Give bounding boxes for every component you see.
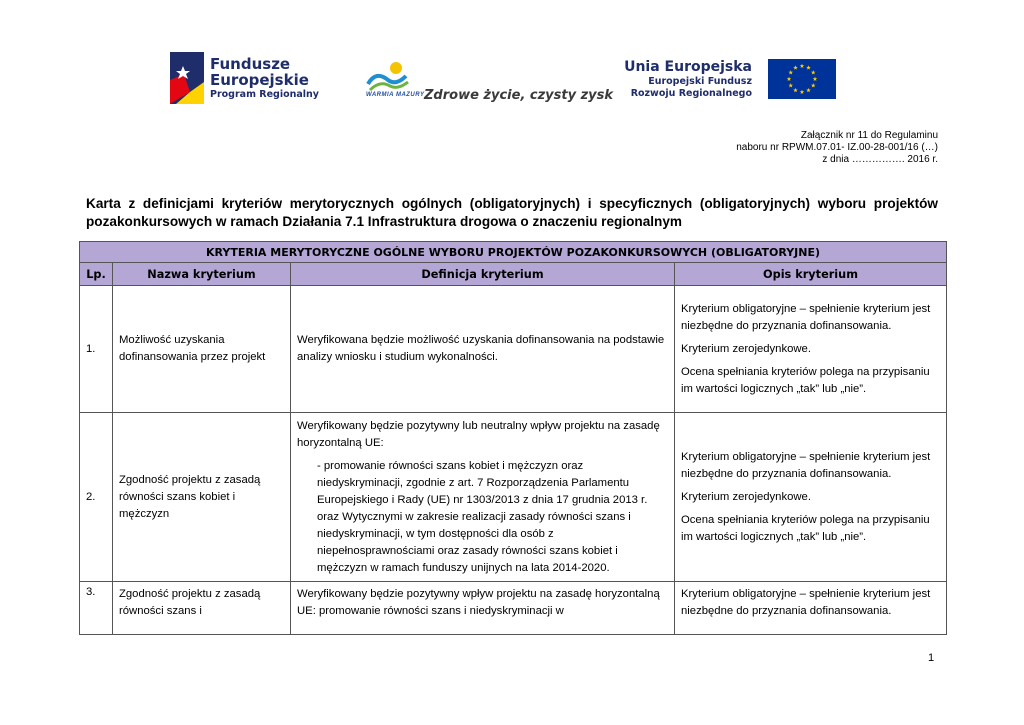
row-definition (291, 286, 675, 413)
definition-paragraph: Weryfikowany będzie pozytywny lub neutralny wpływ projektu na zasadę horyzontalną UE: (297, 419, 660, 449)
row-name: Możliwość uzyskania dofinansowania przez projekt (113, 286, 291, 413)
header-description: Opis kryterium (675, 263, 947, 286)
description-paragraph: Kryterium obligatoryjne – spełnienie kryterium jest niezbędne do przyznania dofinansowania. (681, 588, 931, 617)
table-band-title: KRYTERIA MERYTORYCZNE OGÓLNE WYBORU PROJEKTÓW POZAKONKURSOWYCH (OBLIGATORYJNE) (80, 242, 947, 263)
annex-line2: naboru nr RPWM.07.01- IZ.00-28-001/16 (…) (736, 142, 938, 153)
page-number: 1 (928, 652, 935, 664)
table-row (80, 413, 947, 582)
row-name: Zgodność projektu z zasadą równości szans kobiet i mężczyzn (113, 413, 291, 582)
warmia-name: WARMIA MAZURY (366, 92, 425, 98)
annex-line1: Załącznik nr 11 do Regulaminu (800, 130, 938, 141)
header-definition: Definicja kryterium (291, 263, 675, 286)
row-lp: 1. (80, 286, 113, 413)
description-paragraph: Kryterium zerojedynkowe. (681, 342, 811, 355)
description-paragraph: Ocena spełniania kryteriów polega na przypisaniu im wartości logicznych „tak” lub „nie”. (681, 513, 930, 543)
fe-line2: Europejskie (210, 71, 309, 89)
ue-line1: Unia Europejska (624, 59, 752, 75)
description-paragraph: Kryterium obligatoryjne – spełnienie kryterium jest niezbędne do przyznania dofinansowania. (681, 450, 931, 480)
fe-line1: Fundusze (210, 55, 291, 73)
fe-stars-icon (170, 52, 204, 104)
row-definition (291, 582, 675, 635)
eu-flag-icon (768, 59, 836, 99)
criteria-table (79, 241, 947, 635)
header-lp: Lp. (80, 263, 113, 286)
row-definition (291, 413, 675, 582)
definition-paragraph: - promowanie równości szans kobiet i mężczyzn oraz niedyskryminacji, zgodnie z art. 7 Rozporządzenia Parlamentu Europejskiego i Rady (UE) nr 1303/2013 z dnia 17 grudnia 2013 r. oraz Wytycznymi w zakresie realizacji zasady równości szans i niedyskryminacji, w tym dostępności dla osób z niepełnosprawnościami oraz zasady równości szans kobiet i mężczyzn w ramach funduszy unijnych na lata 2014-2020. (317, 459, 648, 574)
row-name: Zgodność projektu z zasadą równości szans i (113, 582, 291, 635)
definition-paragraph: Weryfikowana będzie możliwość uzyskania dofinansowania na podstawie analizy wniosku i studium wykonalności. (297, 334, 665, 363)
row-description (675, 413, 947, 582)
table-row (80, 286, 947, 413)
fundusze-europejskie-logo (170, 52, 330, 106)
description-paragraph: Kryterium zerojedynkowe. (681, 490, 811, 503)
row-description (675, 286, 947, 413)
warmia-mazury-logo (366, 58, 614, 104)
header-name: Nazwa kryterium (113, 263, 291, 286)
annex-line3: z dnia ……………. 2016 r. (822, 154, 938, 165)
document-title: Karta z definicjami kryteriów merytorycznych ogólnych (obligatoryjnych) i specyficznych (obligatoryjnych) wyboru projektów pozakonkursowych w ramach Działania 7.1 Infrastruktura drogowa o znaczeniu regionalnym (86, 196, 938, 229)
row-lp: 2. (80, 413, 113, 582)
fe-line3: Program Regionalny (210, 89, 320, 100)
warmia-slogan: Zdrowe życie, czysty zysk (424, 88, 614, 103)
unia-europejska-logo-text (624, 58, 752, 100)
row-lp: 3. (80, 582, 113, 635)
description-paragraph: Ocena spełniania kryteriów polega na przypisaniu im wartości logicznych „tak” lub „nie”. (681, 365, 930, 395)
ue-line3: Rozwoju Regionalnego (630, 88, 752, 99)
table-row (80, 582, 947, 635)
row-description (675, 582, 947, 635)
definition-paragraph: Weryfikowany będzie pozytywny wpływ projektu na zasadę horyzontalną UE: promowanie równości szans i niedyskryminacji w (297, 588, 660, 617)
annex-reference (736, 130, 938, 166)
ue-line2: Europejski Fundusz (648, 76, 752, 87)
description-paragraph: Kryterium obligatoryjne – spełnienie kryterium jest niezbędne do przyznania dofinansowania. (681, 302, 931, 332)
